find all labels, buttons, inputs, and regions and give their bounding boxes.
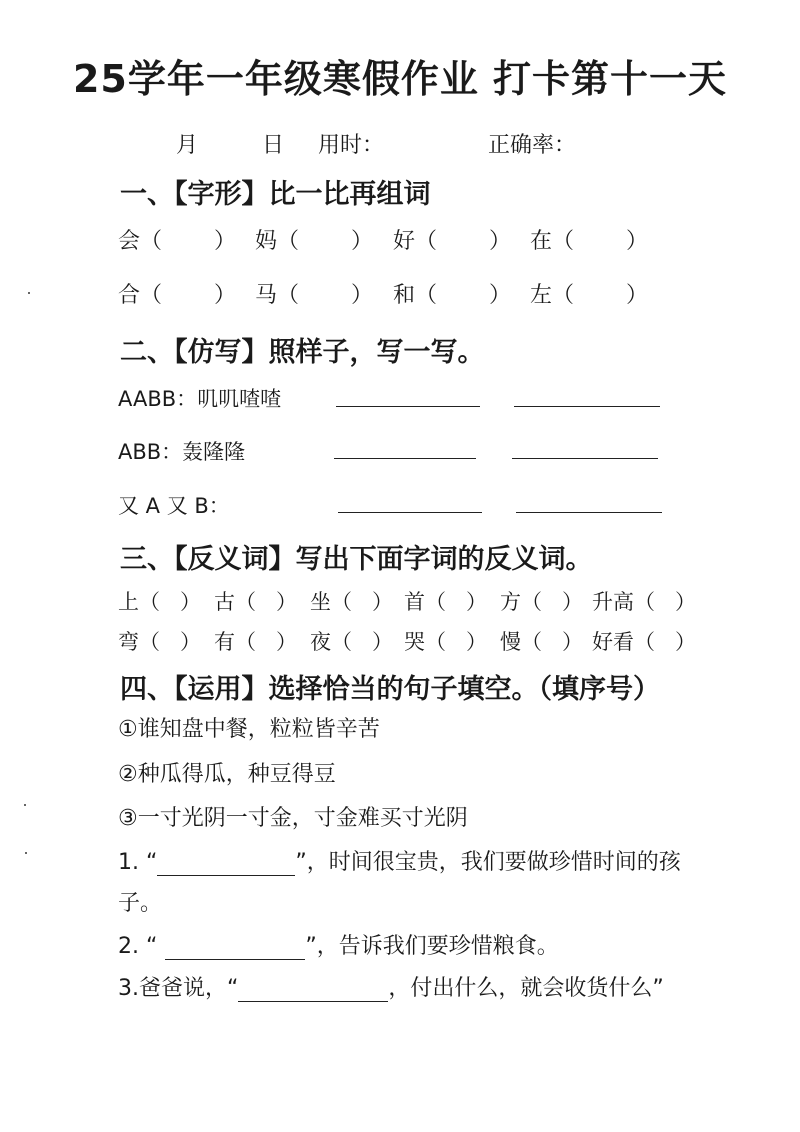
word-item — [118, 224, 236, 255]
close-paren: ） — [276, 590, 297, 614]
question-3 — [118, 971, 664, 1002]
question-3-suffix: ，付出什么，就会收货什么” — [388, 976, 664, 1001]
close-paren: ） — [276, 630, 297, 654]
answer-line[interactable] — [512, 458, 658, 459]
question-1 — [118, 845, 681, 876]
open-paren: （ — [521, 590, 542, 614]
question-3-prefix: 3.爸爸说，“ — [118, 976, 239, 1001]
open-paren: （ — [425, 630, 446, 654]
antonym-word: 哭 — [404, 630, 425, 654]
antonym-item — [500, 626, 583, 656]
antonym-item — [404, 586, 487, 616]
day-label: 日 — [262, 133, 285, 158]
antonym-word: 升高 — [592, 590, 634, 614]
antonym-item — [404, 626, 487, 656]
close-paren: ） — [214, 229, 237, 254]
scan-speck — [24, 804, 26, 806]
close-paren: ） — [466, 630, 487, 654]
open-paren: （ — [331, 630, 352, 654]
open-paren: （ — [521, 630, 542, 654]
open-paren: （ — [277, 283, 300, 308]
imitation-label-you: 又 A 又 B： — [118, 494, 230, 518]
antonym-word: 有 — [214, 630, 235, 654]
open-paren: （ — [634, 590, 655, 614]
antonym-item — [214, 626, 297, 656]
word-item — [530, 224, 648, 255]
antonym-item — [118, 586, 201, 616]
open-paren: （ — [634, 630, 655, 654]
section3-heading: 三、【反义词】写出下面字词的反义词。 — [120, 544, 593, 575]
question-1-prefix: 1. “ — [118, 850, 158, 875]
close-paren: ） — [180, 590, 201, 614]
word-char: 马 — [255, 283, 278, 308]
antonym-item — [592, 586, 696, 616]
option-2: ②种瓜得瓜，种豆得豆 — [118, 762, 336, 787]
antonym-word: 上 — [118, 590, 139, 614]
open-paren: （ — [277, 229, 300, 254]
close-paren: ） — [351, 229, 374, 254]
antonym-word: 夜 — [310, 630, 331, 654]
word-char: 会 — [118, 229, 141, 254]
close-paren: ） — [626, 229, 649, 254]
open-paren: （ — [235, 590, 256, 614]
time-used-label: 用时： — [318, 133, 385, 158]
open-paren: （ — [552, 283, 575, 308]
section4-heading: 四、【运用】选择恰当的句子填空。（填序号） — [120, 674, 660, 705]
word-item — [118, 278, 236, 309]
antonym-item — [592, 626, 696, 656]
antonym-word: 首 — [404, 590, 425, 614]
answer-line[interactable] — [334, 458, 476, 459]
word-item — [255, 278, 373, 309]
section2-heading: 二、【仿写】照样子，写一写。 — [120, 337, 485, 368]
answer-line[interactable] — [338, 512, 482, 513]
word-char: 和 — [393, 283, 416, 308]
question-1-suffix: ”，时间很宝贵，我们要做珍惜时间的孩 — [295, 850, 681, 875]
question-2-blank[interactable] — [165, 937, 305, 960]
antonym-word: 好看 — [592, 630, 634, 654]
month-label: 月 — [176, 133, 199, 158]
open-paren: （ — [139, 630, 160, 654]
page-title: 25学年一年级寒假作业 打卡第十一天 — [72, 57, 728, 101]
option-3: ③一寸光阴一寸金，寸金难买寸光阴 — [118, 806, 468, 831]
antonym-item — [310, 626, 393, 656]
question-1-blank[interactable] — [157, 853, 295, 876]
word-char: 好 — [393, 229, 416, 254]
word-item — [393, 278, 511, 309]
open-paren: （ — [331, 590, 352, 614]
answer-line[interactable] — [514, 406, 660, 407]
antonym-item — [310, 586, 393, 616]
close-paren: ） — [372, 630, 393, 654]
word-item — [393, 224, 511, 255]
antonym-word: 古 — [214, 590, 235, 614]
antonym-word: 方 — [500, 590, 521, 614]
scan-speck — [28, 292, 30, 294]
accuracy-label: 正确率： — [488, 133, 577, 158]
close-paren: ） — [489, 283, 512, 308]
close-paren: ） — [675, 630, 696, 654]
answer-line[interactable] — [516, 512, 662, 513]
answer-line[interactable] — [336, 406, 480, 407]
word-char: 左 — [530, 283, 553, 308]
open-paren: （ — [415, 283, 438, 308]
question-1-continuation: 子。 — [118, 891, 163, 916]
open-paren: （ — [140, 229, 163, 254]
question-3-blank[interactable] — [238, 979, 388, 1002]
antonym-word: 慢 — [500, 630, 521, 654]
antonym-item — [214, 586, 297, 616]
question-2-prefix: 2. “ — [118, 934, 158, 959]
close-paren: ） — [351, 283, 374, 308]
antonym-item — [118, 626, 201, 656]
open-paren: （ — [552, 229, 575, 254]
question-2-suffix: ”，告诉我们要珍惜粮食。 — [305, 934, 559, 959]
word-char: 妈 — [255, 229, 278, 254]
word-item — [255, 224, 373, 255]
open-paren: （ — [235, 630, 256, 654]
open-paren: （ — [140, 283, 163, 308]
word-item — [530, 278, 648, 309]
close-paren: ） — [489, 229, 512, 254]
close-paren: ） — [562, 630, 583, 654]
close-paren: ） — [626, 283, 649, 308]
word-char: 合 — [118, 283, 141, 308]
imitation-label-abb: ABB：轰隆隆 — [118, 440, 246, 464]
option-1: ①谁知盘中餐，粒粒皆辛苦 — [118, 717, 380, 742]
scan-speck — [25, 852, 27, 854]
antonym-word: 弯 — [118, 630, 139, 654]
imitation-label-aabb: AABB：叽叽喳喳 — [118, 387, 282, 411]
close-paren: ） — [675, 590, 696, 614]
question-2 — [118, 929, 559, 960]
open-paren: （ — [415, 229, 438, 254]
word-char: 在 — [530, 229, 553, 254]
open-paren: （ — [425, 590, 446, 614]
close-paren: ） — [466, 590, 487, 614]
close-paren: ） — [372, 590, 393, 614]
close-paren: ） — [562, 590, 583, 614]
antonym-word: 坐 — [310, 590, 331, 614]
close-paren: ） — [214, 283, 237, 308]
close-paren: ） — [180, 630, 201, 654]
open-paren: （ — [139, 590, 160, 614]
section1-heading: 一、【字形】比一比再组词 — [120, 179, 431, 210]
antonym-item — [500, 586, 583, 616]
